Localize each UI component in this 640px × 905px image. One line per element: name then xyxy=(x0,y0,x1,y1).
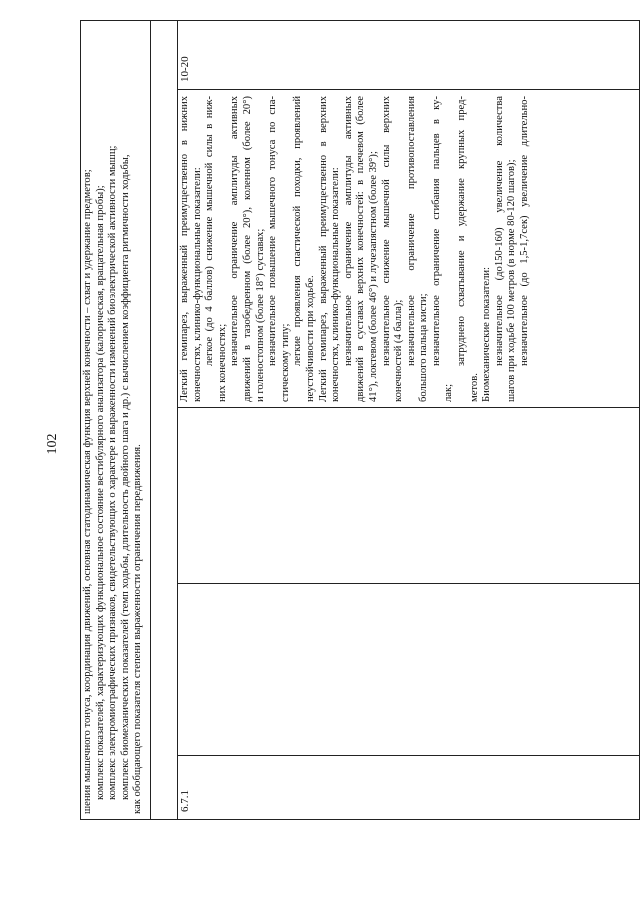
intro-line: комплекс биомеханических показателей (темп ходьбы, длительность двойного шага и др.) с вычислением коэффициента ритмичности ходьбы, xyxy=(119,154,131,800)
table-border-top xyxy=(80,20,81,820)
intro-line: комплекс показателей, характеризующих функциональное состояние вестибулярного анализатора (калорическая, вращательная пробы); xyxy=(94,185,106,800)
desc-line: незначительное (до 1,5-1,7сек) увеличение длительно- xyxy=(519,96,531,366)
intro-line: как обобщающего показателя степени выраженности ограничения передвижения. xyxy=(132,444,144,814)
row-percent: 10-20 xyxy=(179,56,191,82)
desc-line: незначительное (до150-160) увеличение количества xyxy=(493,96,505,366)
desc-line: незначительное ограничение противопоставления xyxy=(405,96,417,366)
desc-line: большого пальца кисти; xyxy=(418,293,430,402)
desc-line: конечностях, клинико-функциональные показатели: xyxy=(330,167,342,402)
table-border-right xyxy=(80,20,640,21)
desc-line: 41°), локтевом (более 46°) и лучезапястном (более 39°); xyxy=(367,151,379,402)
desc-line: незначительное ограничение сгибания пальцев в ку- xyxy=(430,96,442,366)
desc-line: конечностей (4 балла); xyxy=(393,299,405,402)
column-divider xyxy=(177,583,640,584)
desc-line: движений в тазобедренном (более 20°), коленном (более 20°) xyxy=(241,96,253,402)
page-number: 102 xyxy=(45,433,60,455)
row-code: 6.7.1 xyxy=(179,790,191,812)
row-divider xyxy=(177,20,178,820)
desc-line: неустойчивости при ходьбе. xyxy=(304,275,316,402)
desc-line: них конечностях; xyxy=(216,323,228,402)
desc-line: Биомеханические показатели: xyxy=(481,267,493,402)
desc-line: Легкий гемипарез, выраженный преимущественно в нижних xyxy=(179,96,190,402)
desc-line: стическому типу; xyxy=(279,323,291,402)
desc-line: Легкий гемипарез, выраженный преимущественно в верхних xyxy=(317,96,329,402)
desc-line: незначительное ограничение амплитуды активных xyxy=(342,96,354,366)
intro-line: комплекс электромиографических признаков, свидетельствующих о характере и выраженности изменений биоэлектрической активности мышц; xyxy=(107,145,119,800)
desc-line: затруднено схватывание и удержание крупных пред- xyxy=(456,96,468,366)
column-divider xyxy=(177,407,640,408)
table-frame xyxy=(80,20,640,820)
desc-line: движений в суставах верхних конечностей: в плечевом (более xyxy=(355,96,367,402)
desc-line: метов. xyxy=(468,373,480,402)
desc-line: и голеностопном (более 18°) суставах; xyxy=(254,228,266,402)
desc-line: лак; xyxy=(443,383,455,402)
criteria-intro xyxy=(82,26,145,814)
table-border-left xyxy=(80,819,640,820)
row-divider xyxy=(150,20,151,820)
row-description xyxy=(179,96,532,402)
intro-line: шения мышечного тонуса, координация движений, основная статодинамическая функция верхней конечности – схват и удержание предметов; xyxy=(82,169,93,814)
desc-line: шагов при ходьбе 100 метров (в норме 80-120 шагов); xyxy=(506,159,518,402)
rotated-table-area xyxy=(80,20,640,820)
desc-line: конечностях, клинико-функциональные показатели: xyxy=(191,167,203,402)
desc-line: легкие проявления спастической походки, проявлений xyxy=(292,96,304,366)
desc-line: легкое (до 4 баллов) снижение мышечной силы в ниж- xyxy=(204,96,216,366)
desc-line: незначительное ограничение амплитуды активных xyxy=(229,96,241,366)
desc-line: незначительное снижение мышечной силы верхних xyxy=(380,96,392,366)
column-divider xyxy=(177,755,640,756)
desc-line: незначительное повышение мышечного тонуса по спа- xyxy=(267,96,279,366)
column-divider xyxy=(177,89,640,90)
